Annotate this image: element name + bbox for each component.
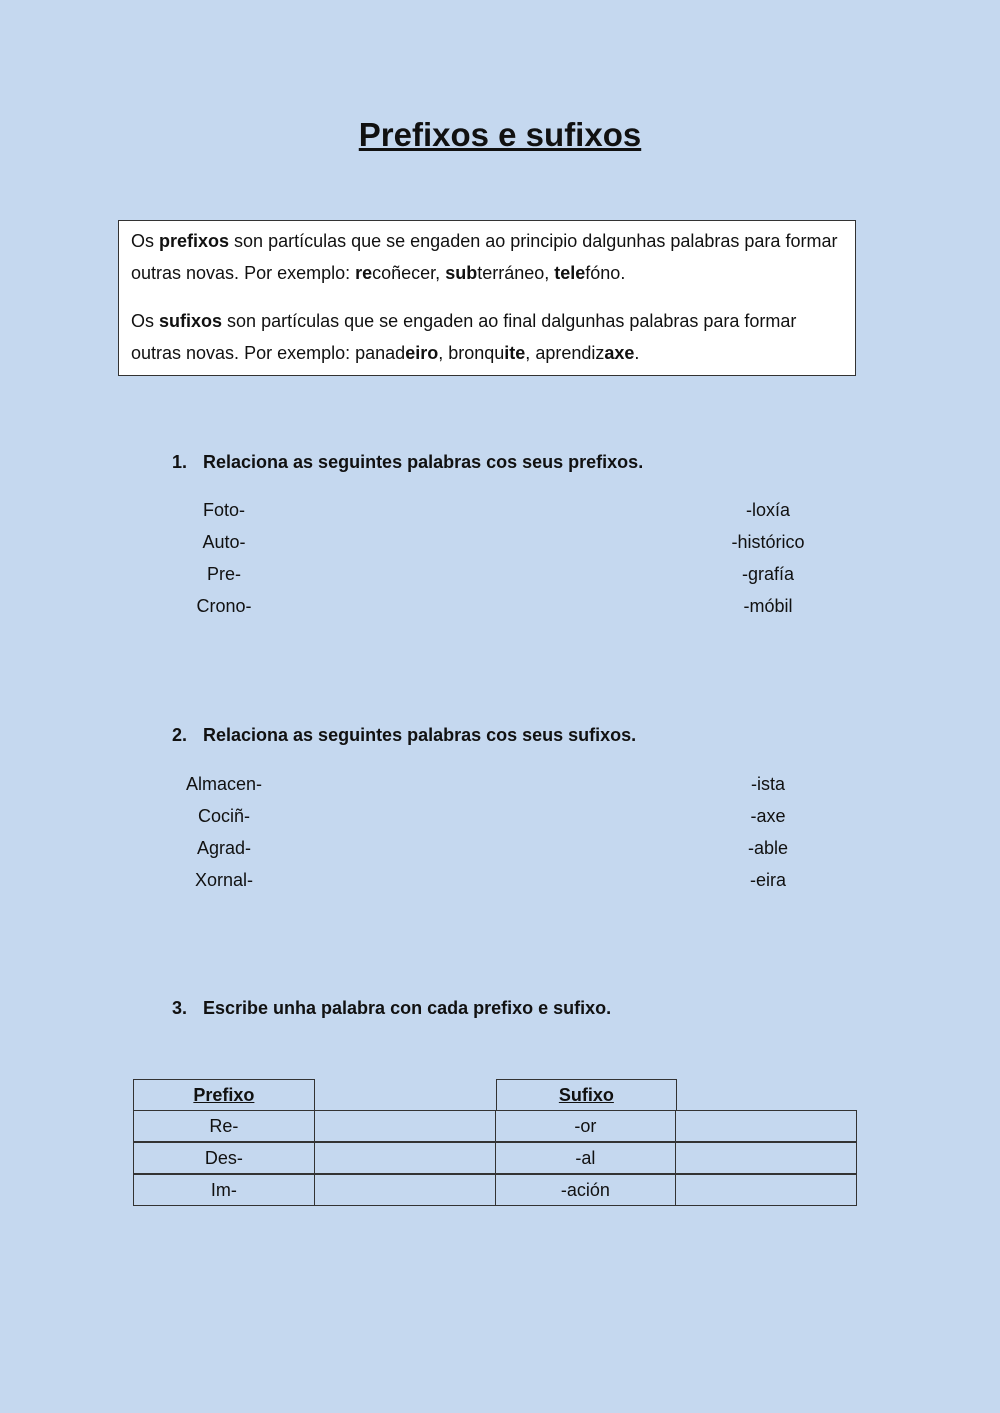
- suffix-cell: -or: [495, 1110, 677, 1142]
- table-row: [133, 1111, 860, 1143]
- list-item: -ista: [750, 774, 785, 794]
- list-item: -axe: [750, 806, 786, 826]
- exercise-1-heading: 1. Relaciona as seguintes palabras cos seus prefixos.: [172, 452, 644, 472]
- list-item: Auto-: [202, 532, 246, 552]
- suffix-header: Sufixo: [496, 1079, 678, 1111]
- list-item: -móbil: [743, 596, 793, 616]
- exercise-1-prefix-list: [164, 494, 284, 622]
- list-item: Crono-: [196, 596, 252, 616]
- table-row: [133, 1143, 860, 1175]
- list-item: -eira: [749, 870, 786, 890]
- empty-cell: [315, 1079, 497, 1111]
- list-item: Xornal-: [194, 870, 254, 890]
- table-header-row: [133, 1079, 860, 1111]
- prefix-definition: Os prefixos son partículas que se engaden ao principio dalgunhas palabras para formar outras novas. Por exemplo: recoñecer, subterráneo, telefóno.: [131, 231, 838, 283]
- table-row: [133, 1175, 860, 1207]
- list-item: Cociñ-: [197, 806, 250, 826]
- prefix-answer-cell[interactable]: [314, 1142, 496, 1174]
- suffix-definition: Os sufixos son partículas que se engaden ao final dalgunhas palabras para formar outras novas. Por exemplo: panadeiro, bronquite, aprendizaxe.: [131, 311, 797, 363]
- prefix-cell: Des-: [133, 1142, 315, 1174]
- exercise-2-heading: 2. Relaciona as seguintes palabras cos seus sufixos.: [172, 725, 637, 745]
- exercise-2-suffix-list: [708, 768, 828, 896]
- list-item: Agrad-: [196, 838, 252, 858]
- prefix-answer-cell[interactable]: [314, 1174, 496, 1206]
- prefix-suffix-table: [133, 1079, 860, 1207]
- page-title: Prefixos e sufixos: [358, 116, 642, 153]
- exercise-3-heading: 3. Escribe unha palabra con cada prefixo e sufixo.: [172, 998, 612, 1018]
- list-item: -loxía: [745, 500, 790, 520]
- list-item: -able: [747, 838, 789, 858]
- prefix-answer-cell[interactable]: [314, 1110, 496, 1142]
- exercise-1-word-list: [708, 494, 828, 622]
- definition-box: [118, 220, 856, 376]
- list-item: -grafía: [741, 564, 795, 584]
- list-item: Foto-: [202, 500, 245, 520]
- exercise-2-word-list: [164, 768, 284, 896]
- prefix-cell: Im-: [133, 1174, 315, 1206]
- suffix-answer-cell[interactable]: [675, 1174, 857, 1206]
- suffix-cell: -al: [495, 1142, 677, 1174]
- list-item: Almacen-: [185, 774, 263, 794]
- suffix-answer-cell[interactable]: [675, 1110, 857, 1142]
- prefix-header: Prefixo: [133, 1079, 315, 1111]
- prefix-cell: Re-: [133, 1110, 315, 1142]
- suffix-answer-cell[interactable]: [675, 1142, 857, 1174]
- list-item: Pre-: [206, 564, 241, 584]
- empty-cell: [677, 1079, 859, 1111]
- list-item: -histórico: [731, 532, 805, 552]
- suffix-cell: -ación: [495, 1174, 677, 1206]
